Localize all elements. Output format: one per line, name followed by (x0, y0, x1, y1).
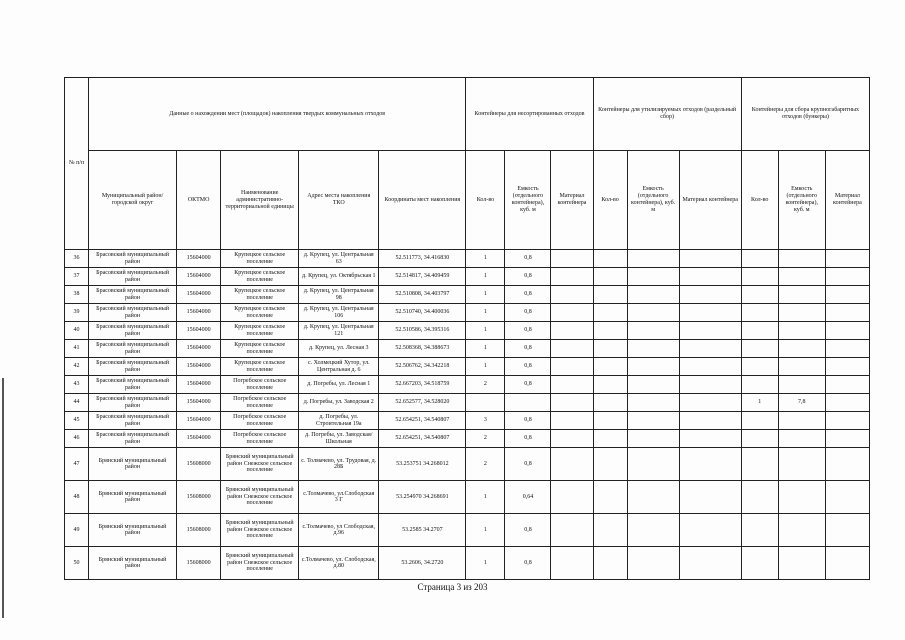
row-count-bulky (741, 358, 778, 376)
table-row (65, 376, 870, 394)
header-municipality: Муниципальный район/городской округ (89, 151, 177, 250)
row-coords: 52.510740, 34.400036 (379, 304, 466, 322)
row-capacity-bulky (778, 448, 825, 481)
row-address: д. Крупец, ул. Центральная 121 (299, 322, 379, 340)
page-footer: Страница 3 из 203 (417, 582, 488, 592)
row-capacity-bulky: 7,8 (778, 394, 825, 412)
row-material-unsorted (551, 376, 593, 394)
row-capacity-bulky (778, 304, 825, 322)
table-row (65, 481, 870, 514)
row-count-sorted (593, 358, 627, 376)
row-material-sorted (679, 547, 741, 580)
row-capacity-unsorted: 0,8 (505, 514, 551, 547)
row-count-unsorted (466, 394, 505, 412)
row-material-unsorted (551, 322, 593, 340)
header-bulky-group: Контейнеры для сбора крупногабаритных отходов (бункеры) (741, 78, 869, 151)
row-address: д. Крупец, ул. Центральная 98 (299, 286, 379, 304)
row-material-sorted (679, 286, 741, 304)
row-address: д. Погребы, ул. Строительная 19а (299, 412, 379, 430)
row-count-bulky (741, 250, 778, 268)
row-settlement: Крупецкое сельское поселение (221, 286, 299, 304)
table-row (65, 268, 870, 286)
row-coords: 53.2585 34.2707 (379, 514, 466, 547)
row-capacity-sorted (627, 250, 679, 268)
row-settlement: Крупецкое сельское поселение (221, 250, 299, 268)
row-number: 44 (65, 394, 89, 412)
header-address: Адрес места накопления ТКО (299, 151, 379, 250)
row-number: 50 (65, 547, 89, 580)
row-oktmo: 15604000 (177, 268, 221, 286)
row-municipality: Брасовский муниципальный район (89, 304, 177, 322)
row-count-unsorted: 2 (466, 448, 505, 481)
row-coords: 53.2606, 34.2720 (379, 547, 466, 580)
row-municipality: Брянский муниципальный район (89, 481, 177, 514)
row-count-bulky (741, 514, 778, 547)
row-count-bulky: 1 (741, 394, 778, 412)
table-body (65, 250, 870, 580)
table-row (65, 412, 870, 430)
row-count-bulky (741, 448, 778, 481)
row-municipality: Брасовский муниципальный район (89, 286, 177, 304)
table-row (65, 286, 870, 304)
row-count-sorted (593, 412, 627, 430)
row-number: 36 (65, 250, 89, 268)
row-count-sorted (593, 547, 627, 580)
row-count-sorted (593, 481, 627, 514)
row-municipality: Брянский муниципальный район (89, 514, 177, 547)
row-capacity-unsorted: 0,8 (505, 250, 551, 268)
row-capacity-unsorted: 0,8 (505, 412, 551, 430)
row-capacity-bulky (778, 430, 825, 448)
row-coords: 52.510808, 34.403797 (379, 286, 466, 304)
row-material-unsorted (551, 412, 593, 430)
row-oktmo: 15604000 (177, 250, 221, 268)
row-number: 37 (65, 268, 89, 286)
row-settlement: Крупецкое сельское поселение (221, 358, 299, 376)
row-count-bulky (741, 481, 778, 514)
row-material-bulky (825, 358, 869, 376)
row-capacity-sorted (627, 304, 679, 322)
row-count-bulky (741, 268, 778, 286)
row-address: д. Погребы, ул. Заводская/Школьная (299, 430, 379, 448)
row-count-sorted (593, 268, 627, 286)
row-address: д. Крупец, ул. Центральная 106 (299, 304, 379, 322)
row-material-sorted (679, 304, 741, 322)
row-material-unsorted (551, 394, 593, 412)
row-settlement: Брянский муниципальный район Снежское сельское поселение (221, 547, 299, 580)
row-material-bulky (825, 304, 869, 322)
row-number: 48 (65, 481, 89, 514)
row-oktmo: 15604000 (177, 304, 221, 322)
row-oktmo: 15608000 (177, 547, 221, 580)
row-count-sorted (593, 430, 627, 448)
row-count-sorted (593, 448, 627, 481)
row-count-sorted (593, 322, 627, 340)
row-material-unsorted (551, 304, 593, 322)
row-count-unsorted: 1 (466, 304, 505, 322)
row-material-unsorted (551, 250, 593, 268)
row-capacity-bulky (778, 481, 825, 514)
row-count-bulky (741, 322, 778, 340)
row-capacity-bulky (778, 340, 825, 358)
row-capacity-unsorted: 0,8 (505, 430, 551, 448)
row-municipality: Брасовский муниципальный район (89, 358, 177, 376)
header-sorted-group: Контейнеры для утилизируемых отходов (раздельный сбор) (593, 78, 741, 151)
row-material-sorted (679, 322, 741, 340)
row-material-bulky (825, 514, 869, 547)
row-oktmo: 15604000 (177, 286, 221, 304)
row-capacity-bulky (778, 268, 825, 286)
row-number: 40 (65, 322, 89, 340)
row-capacity-unsorted: 0,8 (505, 304, 551, 322)
row-material-unsorted (551, 358, 593, 376)
row-capacity-sorted (627, 376, 679, 394)
row-count-unsorted: 1 (466, 286, 505, 304)
row-address: с.Толмачево, ул.Слободская 3 Г (299, 481, 379, 514)
row-settlement: Погребское сельское поселение (221, 412, 299, 430)
row-coords: 52.654251, 34.540807 (379, 412, 466, 430)
row-material-bulky (825, 394, 869, 412)
row-municipality: Брянский муниципальный район (89, 547, 177, 580)
row-number: 38 (65, 286, 89, 304)
row-count-bulky (741, 304, 778, 322)
row-material-unsorted (551, 430, 593, 448)
row-capacity-unsorted: 0,8 (505, 547, 551, 580)
row-capacity-unsorted: 0,8 (505, 376, 551, 394)
row-capacity-unsorted: 0,8 (505, 358, 551, 376)
row-oktmo: 15604000 (177, 376, 221, 394)
row-oktmo: 15604000 (177, 322, 221, 340)
row-oktmo: 15604000 (177, 412, 221, 430)
row-capacity-unsorted: 0,64 (505, 481, 551, 514)
row-material-bulky (825, 448, 869, 481)
row-address: с. Холмецкий Хутор, ул. Центральная д. 6 (299, 358, 379, 376)
row-coords: 52.514817, 34.409459 (379, 268, 466, 286)
row-settlement: Крупецкое сельское поселение (221, 304, 299, 322)
header-oktmo: ОКТМО (177, 151, 221, 250)
table-row (65, 547, 870, 580)
header-material-unsorted: Материал контейнера (551, 151, 593, 250)
row-count-bulky (741, 286, 778, 304)
row-material-bulky (825, 376, 869, 394)
row-count-sorted (593, 250, 627, 268)
row-material-bulky (825, 412, 869, 430)
header-material-sorted: Материал контейнера (679, 151, 741, 250)
row-count-bulky (741, 547, 778, 580)
row-capacity-bulky (778, 358, 825, 376)
row-count-unsorted: 1 (466, 340, 505, 358)
row-capacity-sorted (627, 268, 679, 286)
row-municipality: Брасовский муниципальный район (89, 340, 177, 358)
row-address: д. Погребы, ул. Лесная 1 (299, 376, 379, 394)
row-capacity-sorted (627, 286, 679, 304)
row-material-bulky (825, 547, 869, 580)
row-count-sorted (593, 304, 627, 322)
header-settlement: Наименование административно-территориальной единицы (221, 151, 299, 250)
row-material-sorted (679, 514, 741, 547)
row-count-bulky (741, 412, 778, 430)
row-address: д. Погребы, ул. Заводская 2 (299, 394, 379, 412)
row-oktmo: 15604000 (177, 358, 221, 376)
row-count-bulky (741, 376, 778, 394)
row-capacity-bulky (778, 376, 825, 394)
row-settlement: Погребское сельское поселение (221, 394, 299, 412)
table-row (65, 358, 870, 376)
row-count-sorted (593, 514, 627, 547)
row-address: с.Толмачево, ул Слободская, д.96 (299, 514, 379, 547)
row-material-bulky (825, 340, 869, 358)
row-count-unsorted: 3 (466, 412, 505, 430)
row-count-unsorted: 2 (466, 430, 505, 448)
header-capacity-bulky: Емкость (отдельного контейнера), куб. м (778, 151, 825, 250)
row-oktmo: 15604000 (177, 394, 221, 412)
row-material-sorted (679, 340, 741, 358)
row-capacity-sorted (627, 322, 679, 340)
row-count-unsorted: 1 (466, 250, 505, 268)
row-number: 46 (65, 430, 89, 448)
row-capacity-unsorted: 0,8 (505, 286, 551, 304)
row-capacity-sorted (627, 430, 679, 448)
row-oktmo: 15608000 (177, 514, 221, 547)
row-municipality: Брасовский муниципальный район (89, 394, 177, 412)
row-municipality: Брасовский муниципальный район (89, 322, 177, 340)
row-number: 42 (65, 358, 89, 376)
row-capacity-sorted (627, 412, 679, 430)
row-material-unsorted (551, 448, 593, 481)
row-capacity-sorted (627, 394, 679, 412)
row-municipality: Брянский муниципальный район (89, 448, 177, 481)
waste-sites-table (64, 77, 870, 580)
row-oktmo: 15608000 (177, 481, 221, 514)
row-address: с. Толмачево, ул. Трудовая, д. 28Б (299, 448, 379, 481)
row-settlement: Брянский муниципальный район Снежское сельское поселение (221, 481, 299, 514)
row-capacity-bulky (778, 547, 825, 580)
row-count-unsorted: 1 (466, 268, 505, 286)
header-coords: Координаты мест накопления (379, 151, 466, 250)
row-number: 49 (65, 514, 89, 547)
row-material-sorted (679, 412, 741, 430)
row-count-bulky (741, 340, 778, 358)
row-material-bulky (825, 286, 869, 304)
row-count-unsorted: 1 (466, 514, 505, 547)
row-material-sorted (679, 376, 741, 394)
row-material-bulky (825, 430, 869, 448)
table-row (65, 250, 870, 268)
row-number: 45 (65, 412, 89, 430)
row-number: 47 (65, 448, 89, 481)
row-capacity-unsorted (505, 394, 551, 412)
row-capacity-sorted (627, 340, 679, 358)
row-material-unsorted (551, 514, 593, 547)
row-material-bulky (825, 481, 869, 514)
row-coords: 52.506762, 34.342218 (379, 358, 466, 376)
row-settlement: Погребское сельское поселение (221, 430, 299, 448)
header-material-bulky: Материал контейнера (825, 151, 869, 250)
row-count-sorted (593, 376, 627, 394)
header-location-group: Данные о нахождении мест (площадок) накопления твердых коммунальных отходов (89, 78, 466, 151)
row-capacity-sorted (627, 358, 679, 376)
row-capacity-unsorted: 0,8 (505, 340, 551, 358)
row-material-unsorted (551, 268, 593, 286)
table-row (65, 304, 870, 322)
table-row (65, 430, 870, 448)
row-count-unsorted: 2 (466, 376, 505, 394)
row-settlement: Погребское сельское поселение (221, 376, 299, 394)
row-capacity-sorted (627, 514, 679, 547)
row-settlement: Брянский муниципальный район Снежское сельское поселение (221, 514, 299, 547)
row-capacity-sorted (627, 481, 679, 514)
row-coords: 52.652577, 34.528020 (379, 394, 466, 412)
row-settlement: Брянский муниципальный район Снежское сельское поселение (221, 448, 299, 481)
row-municipality: Брасовский муниципальный район (89, 430, 177, 448)
row-material-sorted (679, 268, 741, 286)
table-row (65, 322, 870, 340)
row-number: 41 (65, 340, 89, 358)
header-capacity-unsorted: Емкость (отдельного контейнера), куб. м (505, 151, 551, 250)
header-capacity-sorted: Емкость (отдельного контейнера), куб. м (627, 151, 679, 250)
header-unsorted-group: Контейнеры для несортированных отходов (466, 78, 593, 151)
row-material-sorted (679, 448, 741, 481)
header-count-sorted: Кол-во (593, 151, 627, 250)
row-count-sorted (593, 286, 627, 304)
table-row (65, 514, 870, 547)
row-material-sorted (679, 430, 741, 448)
row-coords: 52.510586, 34.395316 (379, 322, 466, 340)
row-material-unsorted (551, 481, 593, 514)
row-coords: 52.508368, 34.388673 (379, 340, 466, 358)
row-capacity-bulky (778, 412, 825, 430)
row-material-unsorted (551, 547, 593, 580)
row-count-unsorted: 1 (466, 358, 505, 376)
row-material-bulky (825, 268, 869, 286)
row-capacity-bulky (778, 286, 825, 304)
row-capacity-sorted (627, 547, 679, 580)
row-coords: 52.667203, 34.518759 (379, 376, 466, 394)
row-municipality: Брасовский муниципальный район (89, 250, 177, 268)
row-address: д. Крупец, ул. Октябрьская 1 (299, 268, 379, 286)
row-capacity-unsorted: 0,8 (505, 268, 551, 286)
row-material-unsorted (551, 286, 593, 304)
row-coords: 53.253751 34.268012 (379, 448, 466, 481)
row-count-sorted (593, 340, 627, 358)
row-municipality: Брасовский муниципальный район (89, 412, 177, 430)
row-settlement: Крупецкое сельское поселение (221, 268, 299, 286)
row-count-bulky (741, 430, 778, 448)
row-capacity-bulky (778, 322, 825, 340)
row-material-sorted (679, 358, 741, 376)
row-address: д. Крупец, ул. Центральная 63 (299, 250, 379, 268)
row-material-sorted (679, 250, 741, 268)
row-capacity-bulky (778, 250, 825, 268)
header-count-bulky: Кол-во (741, 151, 778, 250)
row-count-unsorted: 1 (466, 547, 505, 580)
row-count-sorted (593, 394, 627, 412)
table-row (65, 340, 870, 358)
row-oktmo: 15604000 (177, 430, 221, 448)
row-capacity-sorted (627, 448, 679, 481)
row-count-unsorted: 1 (466, 322, 505, 340)
row-settlement: Крупецкое сельское поселение (221, 340, 299, 358)
header-count-unsorted: Кол-во (466, 151, 505, 250)
row-municipality: Брасовский муниципальный район (89, 268, 177, 286)
row-count-unsorted: 1 (466, 481, 505, 514)
header-num: № п/п (65, 78, 89, 250)
row-coords: 53.254970 34.268691 (379, 481, 466, 514)
row-address: с.Толмачево, ул. Слободская, д.80 (299, 547, 379, 580)
row-address: д. Крупец, ул. Лесная 3 (299, 340, 379, 358)
row-number: 43 (65, 376, 89, 394)
row-material-bulky (825, 250, 869, 268)
row-capacity-unsorted: 0,8 (505, 448, 551, 481)
row-capacity-unsorted: 0,8 (505, 322, 551, 340)
row-number: 39 (65, 304, 89, 322)
row-material-sorted (679, 481, 741, 514)
row-material-unsorted (551, 340, 593, 358)
row-material-sorted (679, 394, 741, 412)
table-row (65, 448, 870, 481)
row-coords: 52.654251, 34.540807 (379, 430, 466, 448)
table-row (65, 394, 870, 412)
row-oktmo: 15604000 (177, 340, 221, 358)
row-coords: 52.511773, 34.416830 (379, 250, 466, 268)
row-material-bulky (825, 322, 869, 340)
row-settlement: Крупецкое сельское поселение (221, 322, 299, 340)
row-capacity-bulky (778, 514, 825, 547)
row-municipality: Брасовский муниципальный район (89, 376, 177, 394)
row-oktmo: 15608000 (177, 448, 221, 481)
